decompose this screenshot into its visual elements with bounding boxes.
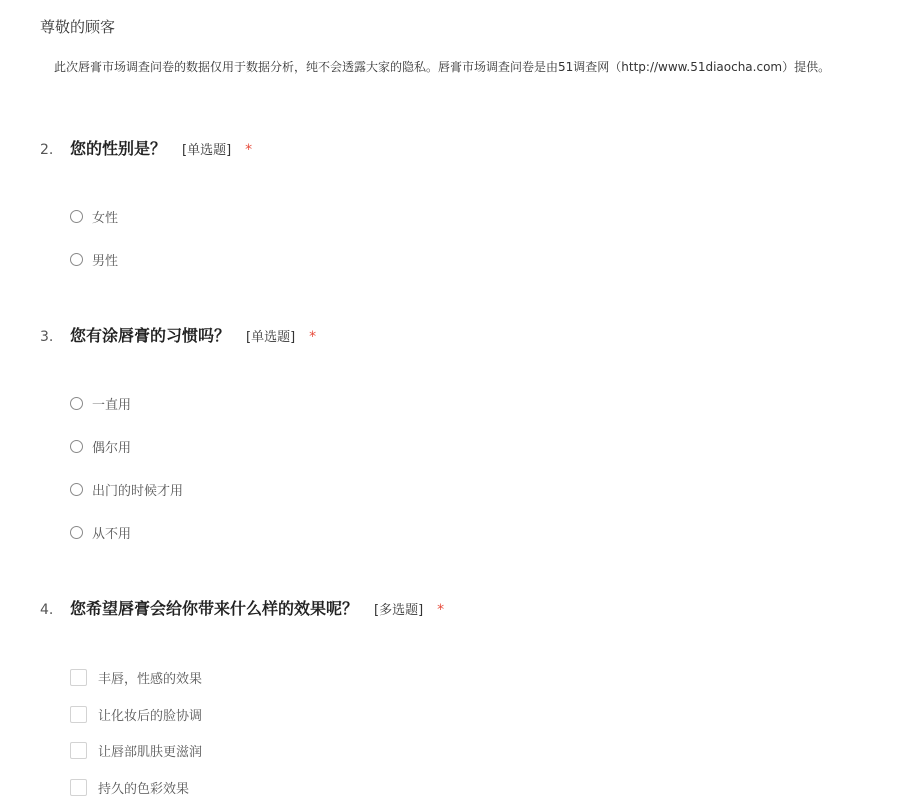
question-title: 您希望唇膏会给你带来什么样的效果呢？ bbox=[70, 599, 359, 618]
option-occasionally[interactable] bbox=[70, 437, 131, 456]
question-type: [单选题] bbox=[246, 330, 296, 345]
option-always[interactable] bbox=[70, 394, 131, 413]
option-label: 让唇部肌肤更滋润 bbox=[98, 745, 203, 760]
question-type: [单选题] bbox=[182, 143, 232, 158]
question-3-header bbox=[40, 323, 316, 346]
radio-button[interactable] bbox=[70, 210, 83, 223]
option-label: 出门的时候才用 bbox=[92, 484, 184, 499]
radio-button[interactable] bbox=[70, 440, 83, 453]
option-harmonize-makeup[interactable] bbox=[70, 705, 202, 724]
option-label: 从不用 bbox=[92, 527, 132, 542]
radio-button[interactable] bbox=[70, 397, 83, 410]
question-number: 2. bbox=[40, 142, 54, 158]
checkbox[interactable] bbox=[70, 706, 87, 723]
required-marker: * bbox=[245, 142, 253, 158]
option-when-going-out[interactable] bbox=[70, 480, 183, 499]
question-title: 您的性别是？ bbox=[70, 139, 167, 158]
option-moisturize[interactable] bbox=[70, 741, 202, 760]
option-label: 男性 bbox=[92, 254, 119, 269]
intro-text: 此次唇膏市场调查问卷的数据仅用于数据分析，纯不会透露大家的隐私。唇膏市场调查问卷是由51调查网（http://www.51diaocha.com）提供。 bbox=[54, 60, 831, 74]
greeting: 尊敬的顾客 bbox=[40, 18, 116, 36]
question-number: 3. bbox=[40, 329, 54, 345]
checkbox[interactable] bbox=[70, 669, 87, 686]
radio-button[interactable] bbox=[70, 483, 83, 496]
option-label: 偶尔用 bbox=[92, 441, 132, 456]
question-type: [多选题] bbox=[374, 603, 424, 618]
question-4-header bbox=[40, 596, 444, 619]
option-fuller-lips[interactable] bbox=[70, 668, 202, 687]
radio-button[interactable] bbox=[70, 526, 83, 539]
required-marker: * bbox=[437, 602, 445, 618]
radio-button[interactable] bbox=[70, 253, 83, 266]
question-title: 您有涂唇膏的习惯吗？ bbox=[70, 326, 231, 345]
question-number: 4. bbox=[40, 602, 54, 618]
required-marker: * bbox=[309, 329, 317, 345]
option-label: 让化妆后的脸协调 bbox=[98, 709, 203, 724]
checkbox[interactable] bbox=[70, 779, 87, 796]
option-female[interactable] bbox=[70, 207, 118, 226]
option-label: 一直用 bbox=[92, 398, 132, 413]
option-male[interactable] bbox=[70, 250, 118, 269]
option-long-lasting-color[interactable] bbox=[70, 778, 189, 797]
checkbox[interactable] bbox=[70, 742, 87, 759]
question-2-header bbox=[40, 136, 252, 159]
option-label: 持久的色彩效果 bbox=[98, 782, 190, 797]
option-never[interactable] bbox=[70, 523, 131, 542]
option-label: 女性 bbox=[92, 211, 119, 226]
option-label: 丰唇，性感的效果 bbox=[98, 672, 203, 687]
